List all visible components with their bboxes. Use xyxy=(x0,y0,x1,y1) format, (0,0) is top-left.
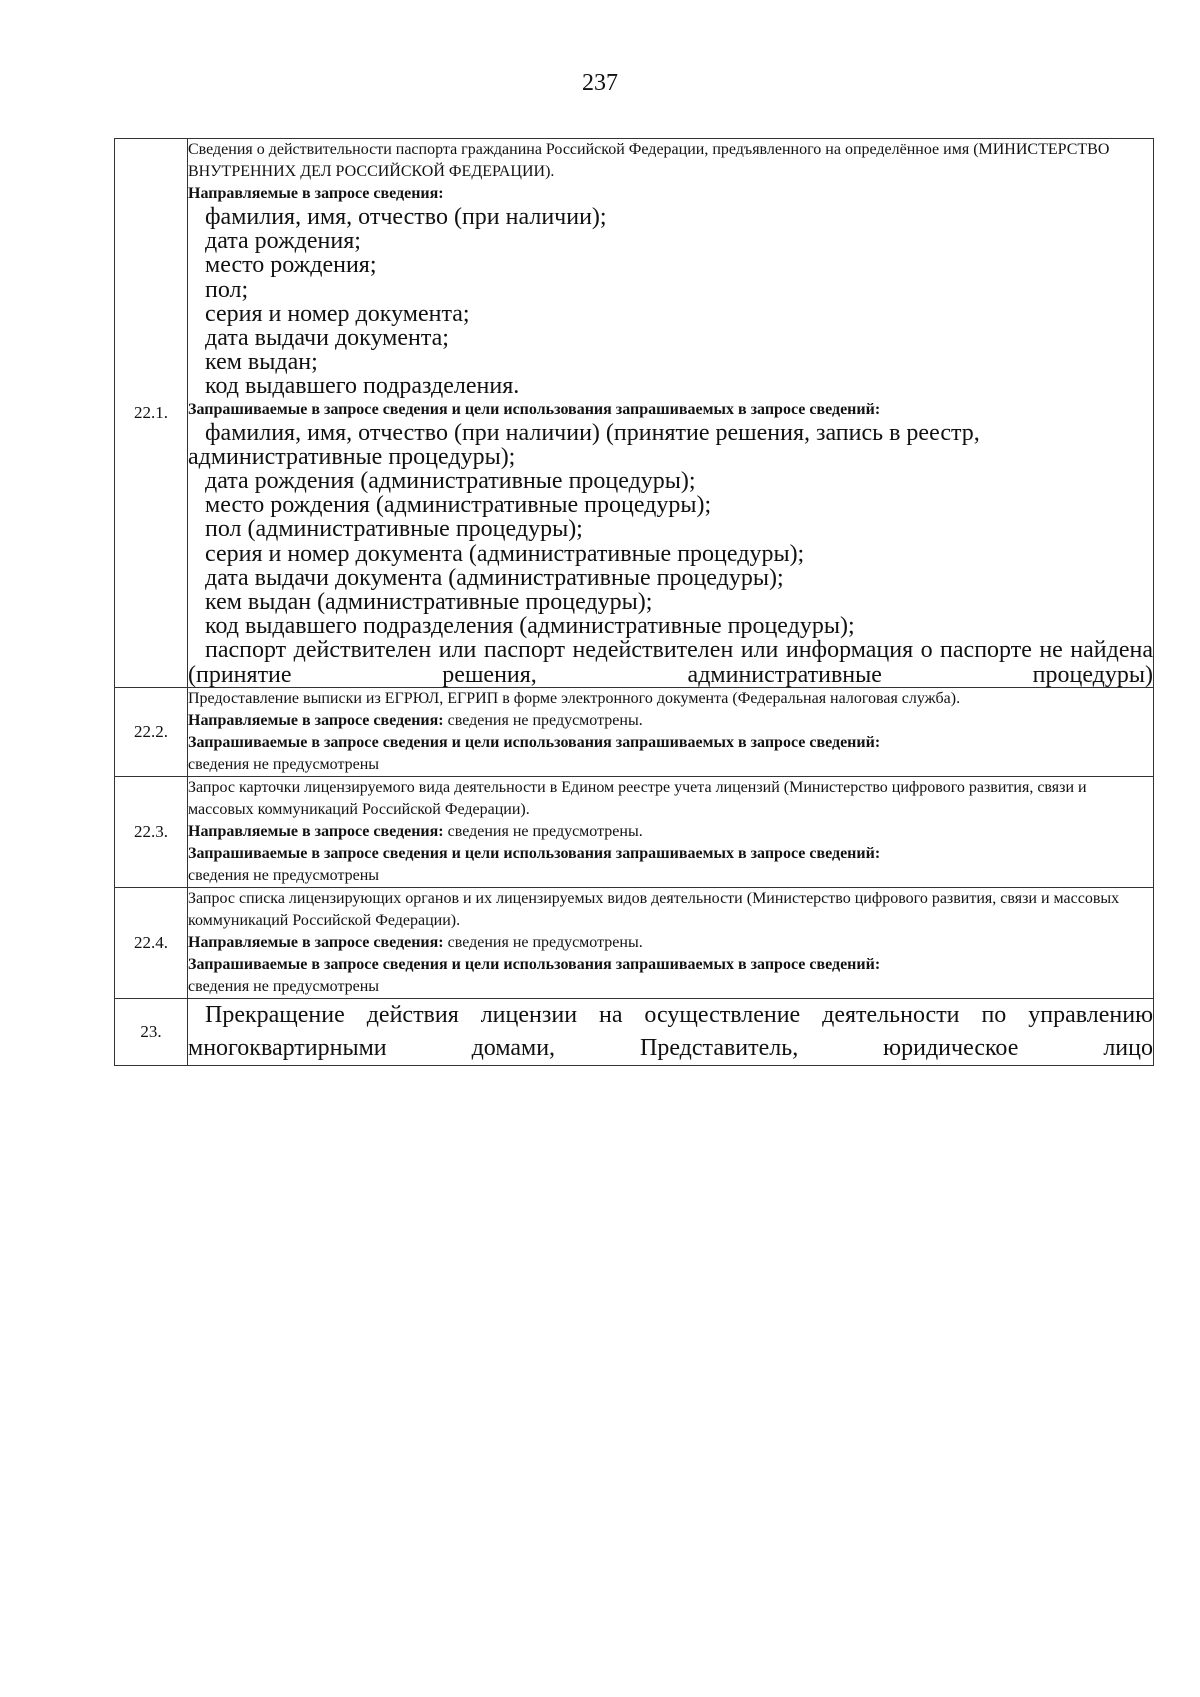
service-title: Запрос списка лицензирующих органов и их лицензируемых видов деятельности (Министерство цифрового развития, связи и массовых коммуникаций Российской Федерации). xyxy=(188,889,1120,929)
requested-data-label: Запрашиваемые в запросе сведения и цели использования запрашиваемых в запросе сведений: xyxy=(188,844,881,862)
sent-data-label: Направляемые в запросе сведения: xyxy=(188,711,444,729)
requested-item: код выдавшего подразделения (административные процедуры); xyxy=(205,613,855,640)
sent-item: код выдавшего подразделения. xyxy=(205,373,520,400)
sent-data-value: сведения не предусмотрены. xyxy=(443,933,643,951)
table-row-22-1 xyxy=(115,139,1154,688)
services-table xyxy=(114,138,1154,1066)
sent-data-line xyxy=(188,821,1153,843)
row-number: 22.3. xyxy=(115,776,188,887)
requested-data-value: сведения не предусмотрены xyxy=(188,977,380,995)
requested-data-value: сведения не предусмотрены xyxy=(188,755,380,773)
sent-item: место рождения; xyxy=(205,252,377,279)
table-row-22-2 xyxy=(115,687,1154,776)
sent-data-value: сведения не предусмотрены. xyxy=(443,822,643,840)
service-title: Предоставление выписки из ЕГРЮЛ, ЕГРИП в форме электронного документа (Федеральная налоговая служба). xyxy=(188,689,961,707)
service-title: Запрос карточки лицензируемого вида деятельности в Едином реестре учета лицензий (Министерство цифрового развития, связи и массовых коммуникаций Российской Федерации). xyxy=(188,778,1087,818)
row-number: 22.1. xyxy=(115,139,188,688)
requested-data-label: Запрашиваемые в запросе сведения и цели использования запрашиваемых в запросе сведений: xyxy=(188,955,881,973)
requested-data-label: Запрашиваемые в запросе сведения и цели использования запрашиваемых в запросе сведений: xyxy=(188,400,881,418)
sent-data-line xyxy=(188,932,1153,954)
requested-item: дата рождения (административные процедуры); xyxy=(205,468,696,495)
sent-data-label: Направляемые в запросе сведения: xyxy=(188,822,444,840)
requested-item: фамилия, имя, отчество (при наличии) (принятие решения, запись в реестр, административные процедуры); xyxy=(188,419,980,470)
row-content xyxy=(188,139,1154,688)
sent-item: дата рождения; xyxy=(205,228,361,255)
sent-item: кем выдан; xyxy=(205,349,318,376)
service-heading: Прекращение действия лицензии на осуществление деятельности по управлению многоквартирными домами, Представитель, юридическое лицо xyxy=(188,1001,1153,1061)
table-row-22-4 xyxy=(115,887,1154,998)
sent-data-label: Направляемые в запросе сведения: xyxy=(188,185,444,202)
sent-data-label: Направляемые в запросе сведения: xyxy=(188,933,444,951)
sent-item: фамилия, имя, отчество (при наличии); xyxy=(205,204,607,230)
requested-item: дата выдачи документа (административные процедуры); xyxy=(205,564,784,591)
row-content xyxy=(188,687,1154,776)
requested-item: кем выдан (административные процедуры); xyxy=(205,589,653,616)
requested-item: серия и номер документа (административные процедуры); xyxy=(205,540,805,567)
sent-item: пол; xyxy=(205,276,249,303)
sent-item: дата выдачи документа; xyxy=(205,325,449,352)
page-number: 237 xyxy=(582,70,618,96)
requested-item: паспорт действителен или паспорт недействителен или информация о паспорте не найдена (принятие решения, административные процедуры) xyxy=(188,637,1153,688)
requested-item: пол (административные процедуры); xyxy=(205,516,583,543)
sent-data-value: сведения не предусмотрены. xyxy=(443,711,643,729)
requested-data-label: Запрашиваемые в запросе сведения и цели использования запрашиваемых в запросе сведений: xyxy=(188,733,881,751)
requested-item: место рождения (административные процедуры); xyxy=(205,492,712,519)
table-row-22-3 xyxy=(115,776,1154,887)
row-number: 23. xyxy=(115,998,188,1065)
row-content xyxy=(188,998,1154,1065)
row-content xyxy=(188,776,1154,887)
row-number: 22.2. xyxy=(115,687,188,776)
sent-data-line xyxy=(188,710,1153,732)
row-number: 22.4. xyxy=(115,887,188,998)
row-content xyxy=(188,887,1154,998)
sent-item: серия и номер документа; xyxy=(205,300,470,327)
requested-data-value: сведения не предусмотрены xyxy=(188,866,380,884)
service-title: Сведения о действительности паспорта гражданина Российской Федерации, предъявленного на определённое имя (МИНИСТЕРСТВО ВНУТРЕННИХ ДЕЛ РОССИЙСКОЙ ФЕДЕРАЦИИ). xyxy=(188,141,1110,180)
table-row-23 xyxy=(115,998,1154,1065)
